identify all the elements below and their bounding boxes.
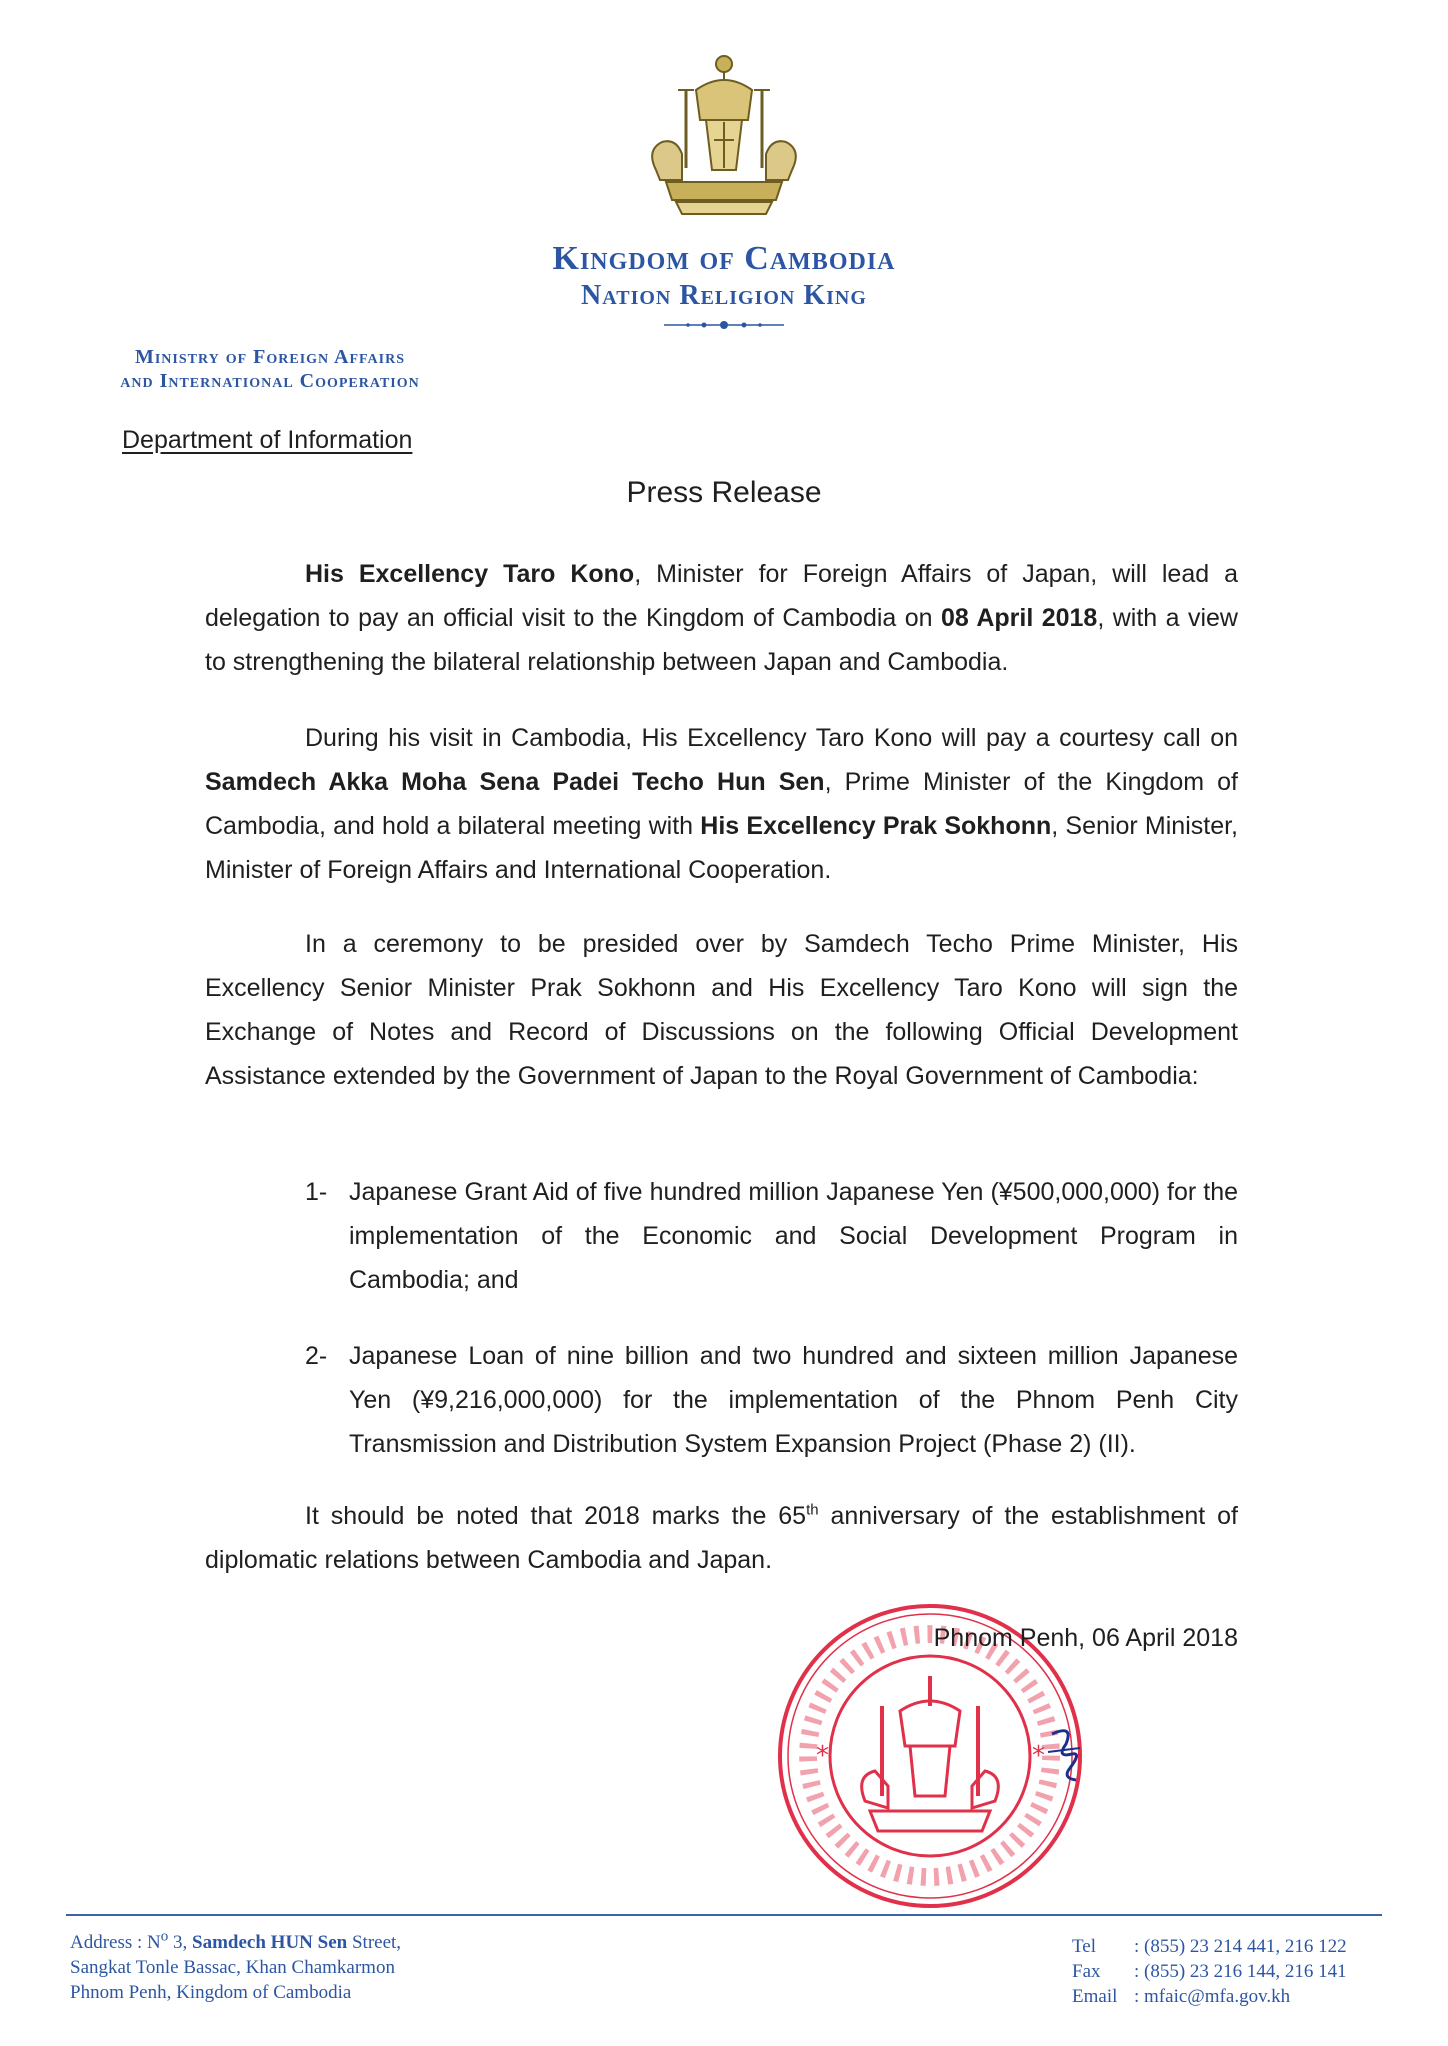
handwritten-signature-icon bbox=[1044, 1724, 1084, 1784]
prime-minister-name: Samdech Akka Moha Sena Padei Techo Hun Sen bbox=[205, 768, 825, 796]
paragraph-4: It should be noted that 2018 marks the 65th anniversary of the establishment of diplomatic relations between Cambodia and Japan. bbox=[205, 1501, 1238, 1574]
paragraph-2: During his visit in Cambodia, His Excellency Taro Kono will pay a courtesy call on Samdech Akka Moha Sena Padei Techo Hun Sen, Prime Minister of the Kingdom of Cambodia, and hold a bilateral meeting with His Excellency Prak Sokhonn, Senior Minister, Minister of Foreign Affairs and International Cooperation. bbox=[205, 724, 1238, 884]
list-item-number: 1- bbox=[305, 1178, 328, 1206]
visit-date: 08 April 2018 bbox=[941, 604, 1098, 632]
place-and-date: Phnom Penh, 06 April 2018 bbox=[933, 1624, 1238, 1652]
footer-contact bbox=[1072, 1934, 1347, 2009]
svg-text:*: * bbox=[1032, 1741, 1045, 1771]
list-item-text: Japanese Loan of nine billion and two hundred and sixteen million Japanese Yen (¥9,216,000,000) for the implementation of the Phnom Penh City Transmission and Distribution System Expansion Project (Phase 2) (II). bbox=[349, 1342, 1238, 1458]
kingdom-title: Kingdom of Cambodia bbox=[552, 240, 896, 277]
royal-coat-of-arms-icon bbox=[636, 50, 812, 220]
address-line3: Phnom Penh, Kingdom of Cambodia bbox=[70, 1982, 352, 2003]
telephone: Tel : (855) 23 214 441, 216 122 bbox=[1072, 1936, 1347, 1957]
footer-divider bbox=[66, 1914, 1382, 1916]
list-item bbox=[305, 1170, 1238, 1302]
paragraph-3: In a ceremony to be presided over by Samdech Techo Prime Minister, His Excellency Senior Minister Prak Sokhonn and His Excellency Taro Kono will sign the Exchange of Notes and Record of Discussions on the following Official Development Assistance extended by the Government of Japan to the Royal Government of Cambodia: bbox=[205, 930, 1238, 1090]
address-line1: Address : $N^o$ 3, Samdech HUN Sen Street, bbox=[70, 1928, 402, 1953]
ornament-divider-icon bbox=[664, 318, 784, 332]
national-motto: Nation Religion King bbox=[581, 280, 867, 311]
list-item-number: 2- bbox=[305, 1342, 328, 1370]
department-name: Department of Information bbox=[122, 426, 413, 454]
fax: Fax : (855) 23 216 144, 216 141 bbox=[1072, 1961, 1347, 1982]
svg-text:*: * bbox=[816, 1741, 829, 1771]
footer-address bbox=[70, 1930, 401, 2005]
email[interactable]: Email : mfaic@mfa.gov.kh bbox=[1072, 1986, 1291, 2007]
ministry-name-line2: and International Cooperation bbox=[120, 370, 420, 392]
ministry-name-line1: Ministry of Foreign Affairs bbox=[134, 346, 406, 368]
paragraph-1: His Excellency Taro Kono, Minister for Foreign Affairs of Japan, will lead a delegation to pay an official visit to the Kingdom of Cambodia on 08 April 2018, with a view to strengthening the bilateral relationship between Japan and Cambodia. bbox=[205, 560, 1238, 676]
senior-minister-name: His Excellency Prak Sokhonn bbox=[700, 812, 1052, 840]
list-item-text: Japanese Grant Aid of five hundred million Japanese Yen (¥500,000,000) for the implementation of the Economic and Social Development Program in Cambodia; and bbox=[349, 1178, 1238, 1294]
address-line2: Sangkat Tonle Bassac, Khan Chamkarmon bbox=[70, 1957, 395, 1978]
document-title: Press Release bbox=[626, 476, 822, 509]
minister-name: His Excellency Taro Kono bbox=[305, 560, 635, 588]
list-item bbox=[305, 1334, 1238, 1466]
